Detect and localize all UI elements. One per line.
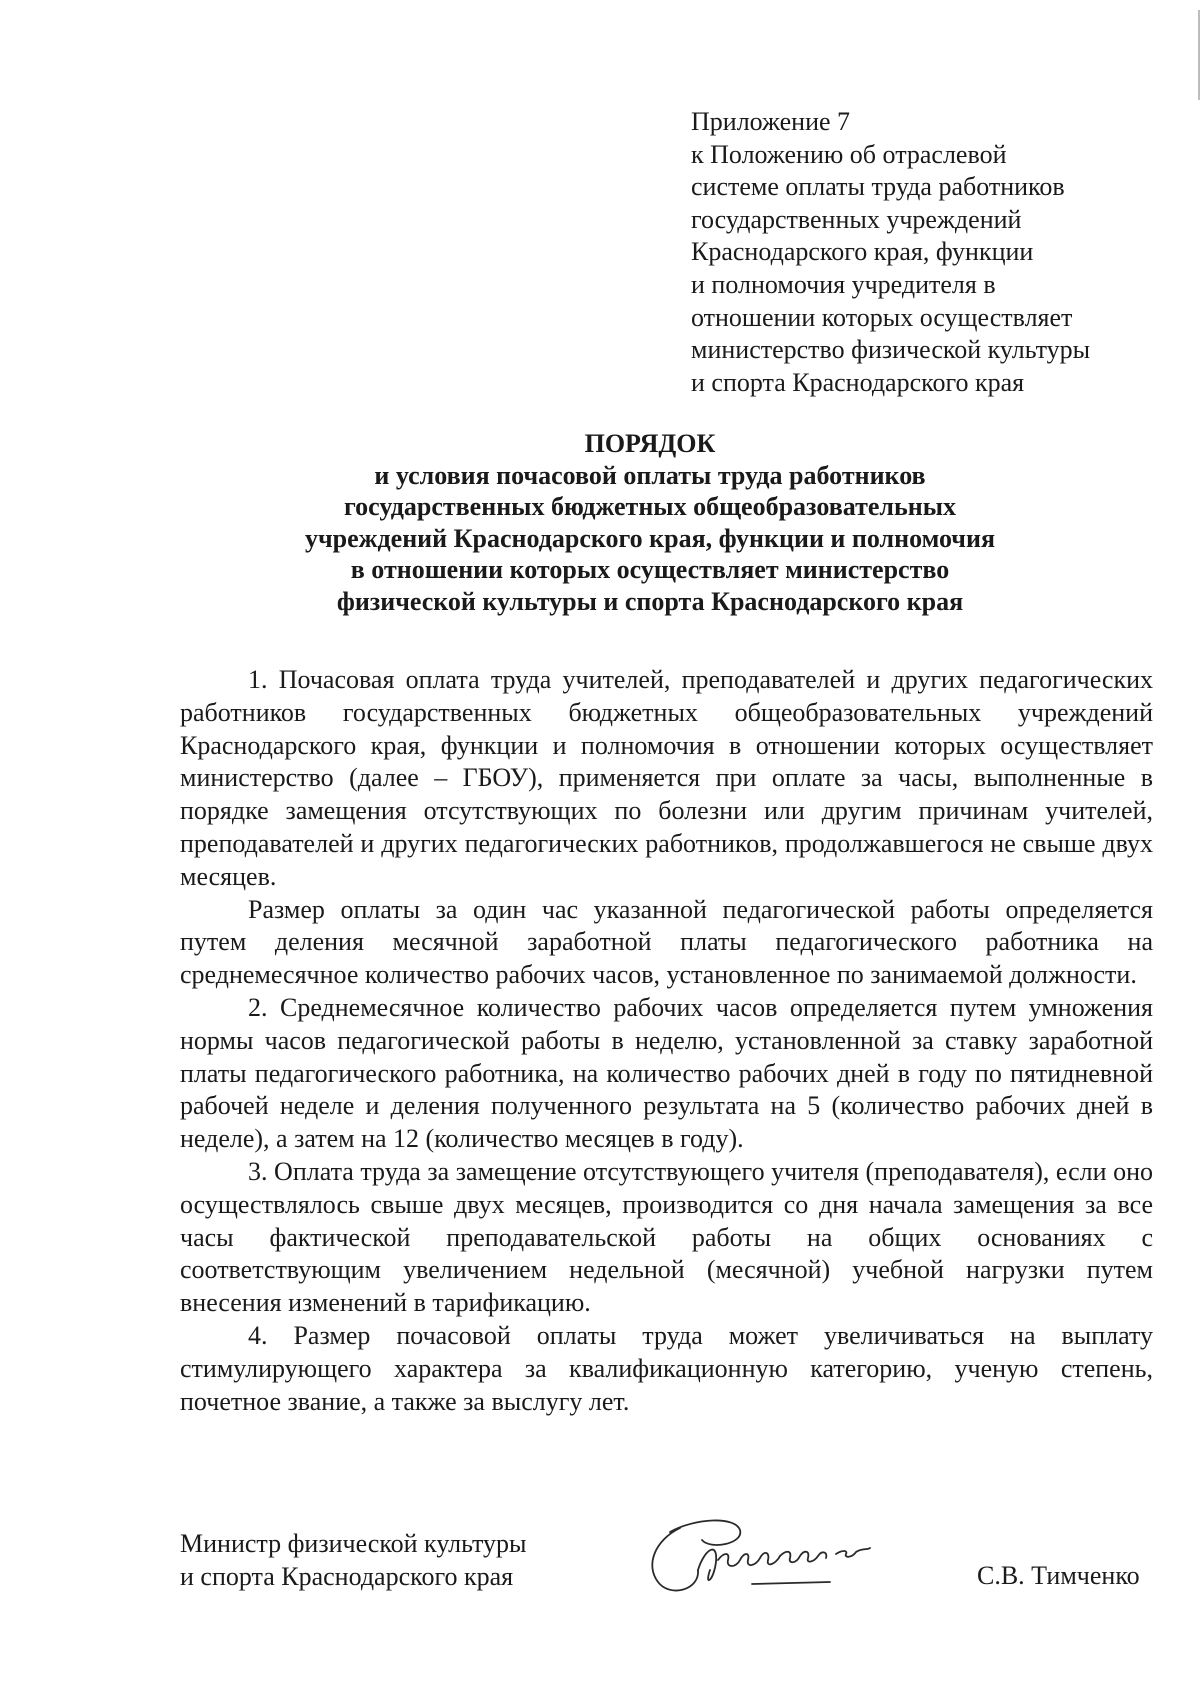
- title-line: в отношении которых осуществляет министерство: [350, 555, 950, 584]
- document-title: [150, 428, 1150, 617]
- title-line: государственных бюджетных общеобразовательных: [343, 492, 956, 521]
- appendix-line: к Положению об отраслевой: [691, 139, 1007, 169]
- handwritten-signature: [640, 1510, 930, 1605]
- appendix-line: и полномочия учредителя в: [691, 269, 996, 299]
- paragraph-3: 3. Оплата труда за замещение отсутствующего учителя (преподавателя), если оно осуществлялось свыше двух месяцев, производится со дня начала замещения за все часы фактической преподавательской работы на общих основаниях с соответствующим увеличением недельной (месячной) учебной нагрузки путем внесения изменений в тарификацию.: [180, 1156, 1153, 1318]
- paragraph-1-continuation: Размер оплаты за один час указанной педагогической работы определяется путем деления месячной заработной платы педагогического работника на среднемесячное количество рабочих часов, установленное по занимаемой должности.: [180, 894, 1153, 990]
- title-line: и условия почасовой оплаты труда работников: [374, 460, 926, 490]
- appendix-line: Приложение 7: [691, 107, 851, 136]
- document-body: [180, 664, 1153, 1418]
- paragraph-1: 1. Почасовая оплата труда учителей, преподавателей и других педагогических работников государственных бюджетных общеобразовательных учреждений Краснодарского края, функции и полномочия в отношении которых осуществляет министерство (далее – ГБОУ), применяется при оплате за часы, выполненные в порядке замещения отсутствующих по болезни или другим причинам учителей, преподавателей и других педагогических работников, продолжавшегося не свыше двух месяцев.: [180, 665, 1153, 891]
- signatory-position: [180, 1527, 527, 1593]
- title-line: учреждений Краснодарского края, функции и полномочия: [304, 523, 996, 553]
- signatory-name: С.В. Тимченко: [977, 1561, 1140, 1590]
- appendix-line: Краснодарского края, функции: [691, 237, 1034, 267]
- title-heading: ПОРЯДОК: [584, 429, 716, 458]
- paragraph-2: 2. Среднемесячное количество рабочих часов определяется путем умножения нормы часов педагогической работы в неделю, установленной за ставку заработной платы педагогического работника, на количество рабочих дней в году по пятидневной рабочей неделе и деления полученного результата на 5 (количество рабочих дней в неделе), а затем на 12 (количество месяцев в году).: [180, 992, 1153, 1154]
- signatory-position-line: Министр физической культуры: [180, 1529, 527, 1558]
- appendix-line: системе оплаты труда работников: [691, 172, 1065, 202]
- appendix-line: министерство физической культуры: [691, 335, 1091, 365]
- appendix-line: отношении которых осуществляет: [691, 302, 1073, 332]
- signatory-position-line: и спорта Краснодарского края: [180, 1562, 514, 1591]
- appendix-line: и спорта Краснодарского края: [691, 367, 1025, 397]
- paragraph-4: 4. Размер почасовой оплаты труда может увеличиваться на выплату стимулирующего характера за квалификационную категорию, ученую степень, почетное звание, а также за выслугу лет.: [180, 1320, 1153, 1416]
- title-line: физической культуры и спорта Краснодарского края: [336, 586, 964, 616]
- appendix-reference: [691, 106, 1151, 399]
- appendix-line: государственных учреждений: [691, 204, 1022, 234]
